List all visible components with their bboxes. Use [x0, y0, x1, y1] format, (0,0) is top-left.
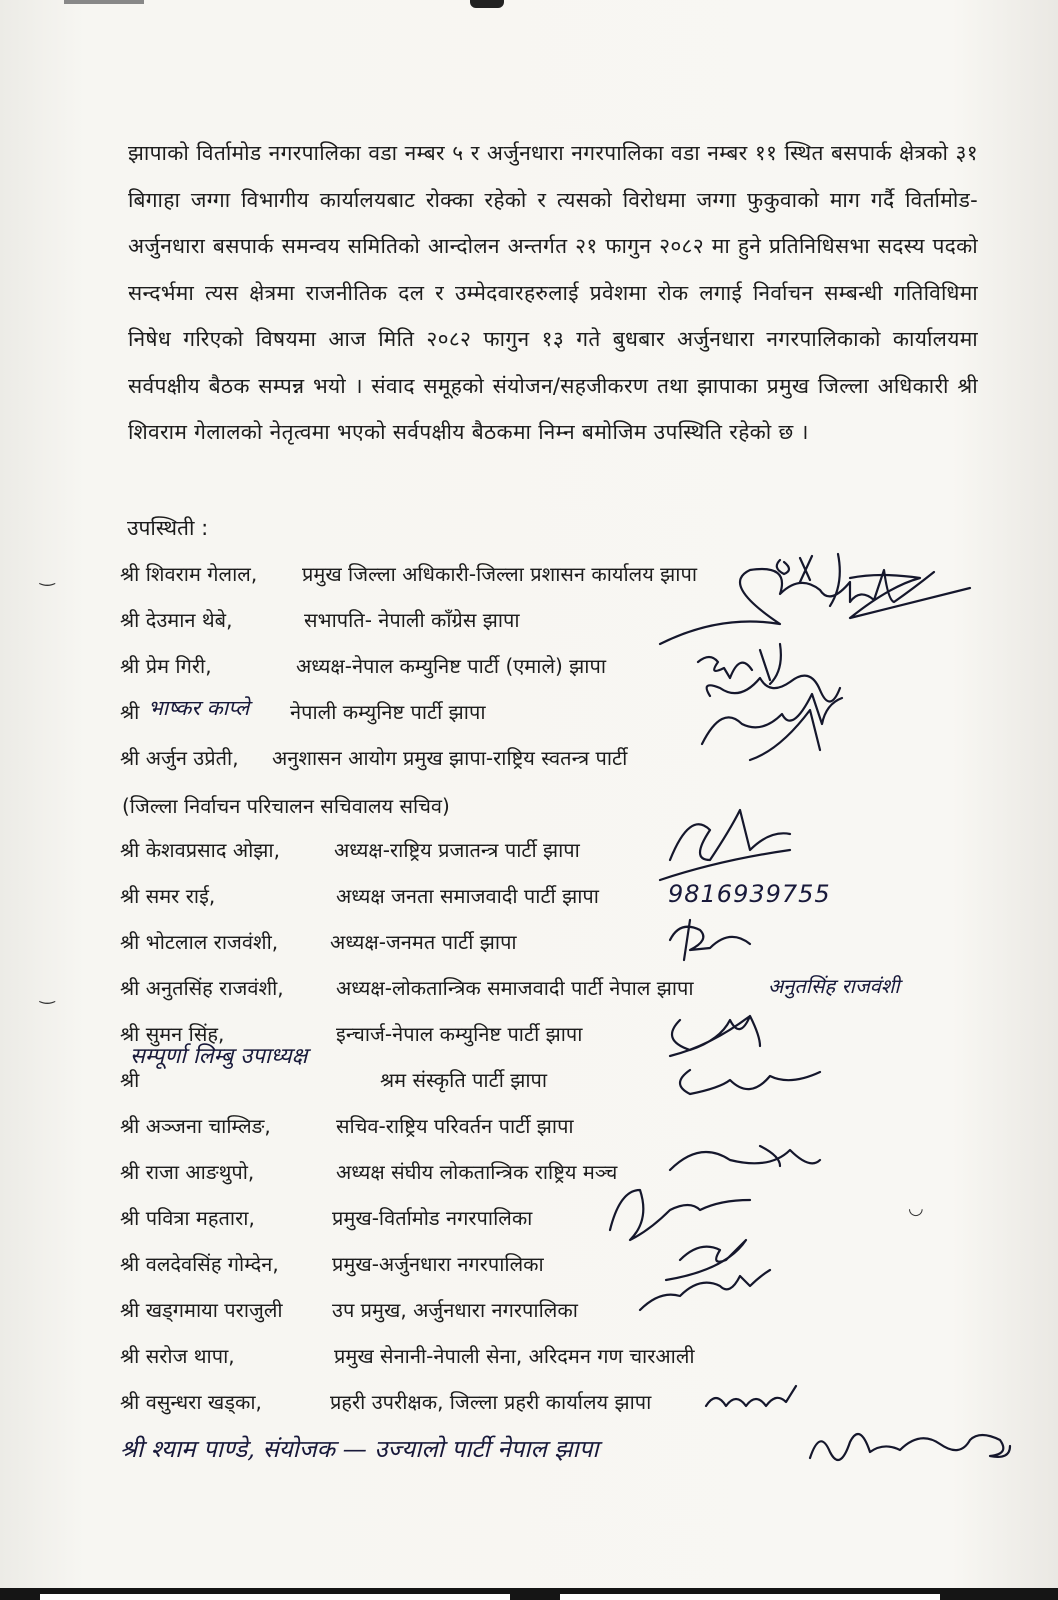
scan-artifact-bottom-gap	[560, 1594, 940, 1600]
attendance-heading: उपस्थिती :	[127, 516, 209, 540]
attendee-role: नेपाली कम्युनिष्ट पार्टी झापा	[290, 700, 486, 724]
margin-mark: ‿	[40, 984, 55, 1005]
margin-mark: ◡	[908, 1198, 924, 1219]
attendee-role: अध्यक्ष-नेपाल कम्युनिष्ट पार्टी (एमाले) झापा	[296, 654, 607, 678]
attendee-name: श्री केशवप्रसाद ओझा,	[120, 838, 280, 862]
attendee-role: अध्यक्ष-राष्ट्रिय प्रजातन्त्र पार्टी झापा	[334, 838, 580, 862]
handwritten-signature-name: अनुतसिंह राजवंशी	[768, 974, 900, 998]
signature-group-suman	[650, 1000, 830, 1110]
attendee-role: अनुशासन आयोग प्रमुख झापा-राष्ट्रिय स्वतन्त्र पार्टी	[272, 746, 628, 770]
attendee-role: अध्यक्ष जनता समाजवादी पार्टी झापा	[336, 884, 599, 908]
attendee-role: सभापति- नेपाली काँग्रेस झापा	[304, 608, 520, 632]
signature-group-mid	[690, 640, 850, 780]
handwritten-name: भाष्कर काप्ले	[148, 696, 250, 720]
scan-artifact-top	[470, 0, 504, 8]
attendee-name: श्री शिवराम गेलाल,	[120, 562, 258, 586]
attendee-role: अध्यक्ष संघीय लोकतान्त्रिक राष्ट्रिय मञ्च	[336, 1160, 618, 1184]
attendee-name: श्री समर राई,	[120, 884, 216, 908]
signature-shyam	[800, 1418, 1020, 1478]
handwritten-last-line: श्री श्याम पाण्डे, संयोजक — उज्यालो पार्टी नेपाल झापा	[120, 1435, 599, 1463]
attendee-name: श्री पवित्रा महतारा,	[120, 1206, 255, 1230]
scan-artifact-bottom-gap	[40, 1594, 510, 1600]
scan-artifact-top-left	[64, 0, 144, 4]
attendee-role: इन्चार्ज-नेपाल कम्युनिष्ट पार्टी झापा	[336, 1022, 583, 1046]
attendee-name: श्री	[120, 1068, 140, 1092]
attendee-name: श्री वसुन्धरा खड्का,	[120, 1390, 262, 1414]
attendee-sub-note: (जिल्ला निर्वाचन परिचालन सचिवालय सचिव)	[122, 794, 450, 818]
attendee-role: उप प्रमुख, अर्जुनधारा नगरपालिका	[332, 1298, 578, 1322]
attendee-role: प्रमुख सेनानी-नेपाली सेना, अरिदमन गण चारआली	[334, 1344, 695, 1368]
attendee-name: श्री खड्गमाया पराजुली	[120, 1298, 283, 1322]
attendee-role: प्रमुख जिल्ला अधिकारी-जिल्ला प्रशासन कार्यालय झापा	[302, 562, 698, 586]
handwritten-overwrite: सम्पूर्णा लिम्बु उपाध्यक्ष	[130, 1044, 308, 1069]
attendee-role: अध्यक्ष-लोकतान्त्रिक समाजवादी पार्टी नेपाल झापा	[336, 976, 694, 1000]
handwritten-phone: 9816939755	[668, 880, 831, 908]
attendee-role: प्रमुख-अर्जुनधारा नगरपालिका	[332, 1252, 544, 1276]
attendee-role: प्रहरी उपरीक्षक, जिल्ला प्रहरी कार्यालय झापा	[330, 1390, 652, 1414]
attendee-name: श्री अर्जुन उप्रेती,	[120, 746, 239, 770]
signature-vasundhara	[700, 1380, 810, 1420]
margin-mark: ‿	[40, 566, 55, 587]
attendee-name: श्री देउमान थेबे,	[120, 608, 233, 632]
attendee-name: श्री राजा आङथुपो,	[120, 1160, 255, 1184]
attendee-name: श्री अनुतसिंह राजवंशी,	[120, 976, 284, 1000]
signature-group-lower	[650, 800, 850, 970]
attendee-role: सचिव-राष्ट्रिय परिवर्तन पार्टी झापा	[336, 1114, 574, 1138]
attendee-name: श्री सुमन सिंह,	[120, 1022, 225, 1046]
attendee-role: श्रम संस्कृति पार्टी झापा	[380, 1068, 548, 1092]
attendee-name: श्री प्रेम गिरी,	[120, 654, 212, 678]
attendee-name: श्री वलदेवसिंह गोम्देन,	[120, 1252, 279, 1276]
attendee-name: श्री सरोज थापा,	[120, 1344, 235, 1368]
attendee-role: अध्यक्ष-जनमत पार्टी झापा	[330, 930, 517, 954]
attendee-name: श्री भोटलाल राजवंशी,	[120, 930, 279, 954]
attendee-name: श्री अञ्जना चाम्लिङ,	[120, 1114, 271, 1138]
attendee-name: श्री	[120, 700, 140, 724]
attendee-role: प्रमुख-विर्तामोड नगरपालिका	[332, 1206, 533, 1230]
signature-group-bottom	[600, 1140, 820, 1320]
intro-paragraph: झापाको विर्तामोड नगरपालिका वडा नम्बर ५ र अर्जुनधारा नगरपालिका वडा नम्बर ११ स्थित बसपार्क क्षेत्रको ३१ बिगाहा जग्गा विभागीय कार्यालयबाट रोक्का रहेको र त्यसको विरोधमा जग्गा फुकुवाको माग गर्दै विर्तामोड-अर्जुनधारा बसपार्क समन्वय समितिको आन्दोलन अन्तर्गत २१ फागुन २०८२ मा हुने प्रतिनिधिसभा सदस्य पदको सन्दर्भमा त्यस क्षेत्रमा राजनीतिक दल र उम्मेदवारहरुलाई प्रवेशमा रोक लगाई निर्वाचन सम्बन्धी गतिविधिमा निषेध गरिएको विषयमा आज मिति २०८२ फागुन १३ गते बुधबार अर्जुनधारा नगरपालिकाको कार्यालयमा सर्वपक्षीय बैठक सम्पन्न भयो । संवाद समूहको संयोजन/सहजीकरण तथा झापाका प्रमुख जिल्ला अधिकारी श्री शिवराम गेलालको नेतृत्वमा भएको सर्वपक्षीय बैठकमा निम्न बमोजिम उपस्थिति रहेको छ ।	[128, 141, 978, 444]
